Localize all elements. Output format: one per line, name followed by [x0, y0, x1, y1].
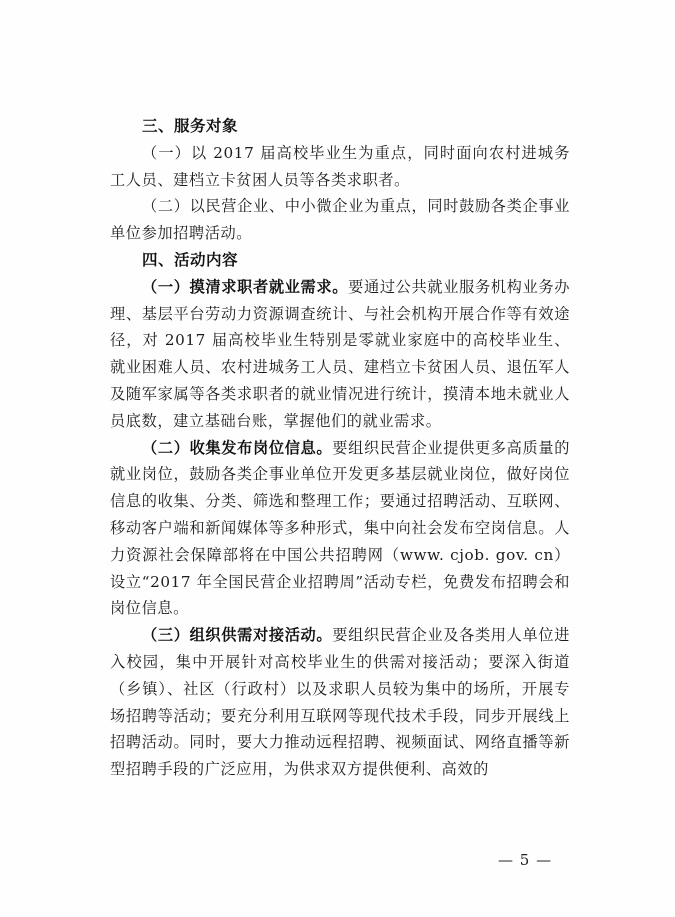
paragraph-activity-3 — [110, 622, 570, 783]
section-heading-activity-content: 四、活动内容 — [142, 250, 239, 269]
paragraph-service-target-2: （二）以民营企业、中小微企业为重点，同时鼓励各类企事业单位参加招聘活动。 — [110, 197, 570, 243]
paragraph-activity-3-body: 要组织民营企业及各类用人单位进入校园，集中开展针对高校毕业生的供需对接活动；要深入街道（乡镇）、社区（行政村）以及求职人员较为集中的场所，开展专场招聘等活动；要充分利用互联网等现代技术手段，同步开展线上招聘活动。同时，要大力推动远程招聘、视频面试、网络直播等新型招聘手段的广泛应用，为供求双方提供便利、高效的 — [110, 626, 571, 779]
paragraph-activity-2-lead: （二）收集发布岗位信息。 — [142, 438, 333, 457]
paragraph-activity-3-lead: （三）组织供需对接活动。 — [142, 626, 333, 645]
section-heading-service-targets: 三、服务对象 — [142, 117, 239, 135]
paragraph-activity-2 — [110, 435, 570, 623]
document-body — [110, 113, 570, 783]
paragraph-activity-1-body: 要通过公共就业服务机构业务办理、基层平台劳动力资源调查统计、与社会机构开展合作等有效途径，对 2017 届高校毕业生特别是零就业家庭中的高校毕业生、就业困难人员、农村进城务工人员、建档立卡贫困人员、退伍军人及随军家属等各类求职者的就业情况进行统计，摸清本地未就业人员底数，建立基础台账，掌握他们的就业需求。 — [110, 277, 570, 430]
paragraph-service-target-1: （一）以 2017 届高校毕业生为重点，同时面向农村进城务工人员、建档立卡贫困人员等各类求职者。 — [110, 143, 570, 189]
paragraph-activity-1-lead: （一）摸清求职者就业需求。 — [142, 277, 349, 296]
page-number: — 5 — — [498, 851, 553, 869]
paragraph-activity-2-body: 要组织民营企业提供更多高质量的就业岗位，鼓励各类企事业单位开发更多基层就业岗位，做好岗位信息的收集、分类、筛选和整理工作；要通过招聘活动、互联网、移动客户端和新闻媒体等多种形式，集中向社会发布空岗信息。人力资源社会保障部将在中国公共招聘网（www. cjob. gov. cn）设立“2017 年全国民营企业招聘周”活动专栏，免费发布招聘会和岗位信息。 — [110, 438, 571, 618]
paragraph-activity-1 — [110, 274, 570, 435]
